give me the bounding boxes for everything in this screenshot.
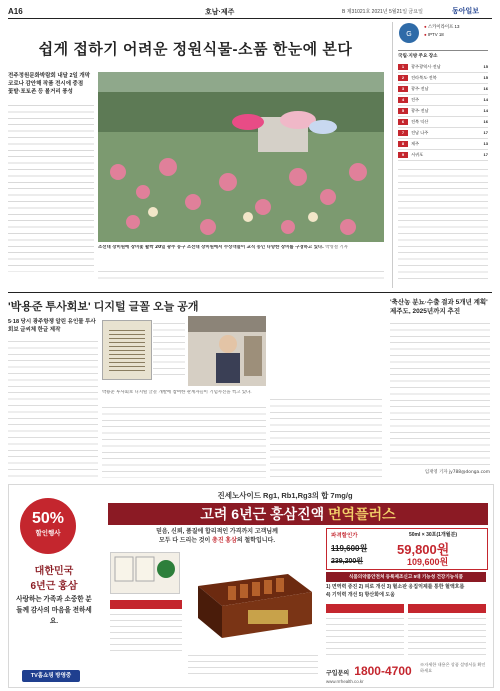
garden-illustration [98, 72, 384, 242]
function-item: 2) 피로 개선 [358, 584, 386, 590]
discount-badge: 50% 할인행사 [20, 498, 76, 554]
top-subheads [8, 72, 94, 96]
subhead: 코로나 감안해 작품 전시에 중점 [8, 81, 84, 87]
function-item: 3) 혈소판 응집억제를 통한 혈액흐름 [386, 584, 465, 590]
sidebar-logo-icon [398, 22, 420, 44]
info-box-header [326, 604, 404, 613]
sidebar-row: 9 서귀포 17 [398, 150, 488, 161]
sidebar-row: 8 제주 13 [398, 139, 488, 150]
info-box-body [110, 611, 182, 655]
info-box-body [326, 615, 404, 655]
ad-note: ※자세한 내용은 상품 설명서를 확인하세요 [420, 662, 486, 673]
page-number: A16 [8, 7, 23, 16]
third-headline: '축산농 분뇨·수출 결과 5개년 계획' 제주도, 2025년까지 추진 [390, 299, 488, 315]
info-box-body [408, 615, 486, 655]
document-image [102, 320, 152, 380]
person-photo [188, 316, 266, 386]
sidebar-row: 6 전북 익산 16 [398, 117, 488, 128]
function-item: 1) 면역력 증진 [326, 584, 358, 590]
top-headline: 쉽게 접하기 어려운 정원식물-소품 한눈에 본다 [38, 41, 353, 58]
newspaper-logo: 동아일보 [452, 7, 480, 15]
subhead: 전주정원문화박람회 내달 2일 개막 [8, 73, 91, 79]
sidebar-row: 5 광주·전남 14 [398, 106, 488, 117]
sidebar-row: 1 광주광역시·전남 15 [398, 62, 488, 73]
price-box: 파격할인가 119,600원 50ml × 30포(1개월분) 59,800원 239,200원 109,600원 [326, 528, 488, 570]
second-subhead: 5·18 당시 광주항쟁 알린 유인물 투사회보 글씨체 한글 제작 [8, 319, 96, 333]
sidebar-body [398, 166, 488, 284]
order-info: 구입문의 1800-4700 www.rrrhealth.co.kr [326, 664, 412, 684]
sidebar-rule [398, 50, 488, 51]
article-body [8, 102, 94, 272]
sidebar-row: 7 전남 나주 17 [398, 128, 488, 139]
tv-shopping-badge: TV홈쇼핑 방영중 [22, 670, 80, 682]
ad-top-line: 진세노사이드 Rg1, Rb1,Rg3의 합 7mg/g [217, 491, 353, 500]
article-body-2 [98, 268, 384, 282]
info-box-header [110, 600, 182, 609]
document-caption [153, 320, 185, 378]
ad-left-title: 대한민국 6년근 홍삼 [30, 566, 78, 592]
sidebar-row: 4 전주 14 [398, 95, 488, 106]
second-photo-caption: 박용준 투사회보 디지털 글꼴 개발에 참여한 관계자들이 기념사진을 찍고 있다. [102, 390, 252, 395]
ad-trust-line: 믿음, 신뢰, 품질에 합리적인 가격까지 고객님께 모두 다 드리는 것이 총진 홍삼의 철학입니다. [156, 529, 278, 544]
photo-caption: 조선대 장미원에 장미꽃 활짝 20일 광주 동구 조선대 장미원에서 수상객들이 교직 동인 다양한 장미를 구경하고 있다. 박영철 기자 [98, 245, 348, 250]
sidebar-channels: ● 스카이라이프 13 ● IPTV 18 [424, 24, 460, 37]
third-byline: 임재영 기자 jy788@donga.com [424, 470, 490, 475]
ad-left-copy: 사랑하는 가족과 소중한 분들께 감사의 마음을 전하세요. [16, 596, 92, 625]
function-item: 4) 기억력 개선 [326, 591, 358, 598]
third-body [390, 320, 490, 468]
sidebar-row: 2 전라북도·전북 15 [398, 73, 488, 84]
second-headline: '박용준 투사회보' 디지털 글꼴 오늘 공개 [8, 301, 199, 313]
subhead: 꽃밭·포토존 등 볼거리 풍성 [8, 89, 73, 95]
section-name: 호남·제주 [205, 9, 235, 16]
info-box-header [408, 604, 486, 613]
function-item: 5) 항산화에 도움 [358, 591, 395, 598]
svg-text:G: G [406, 31, 412, 38]
sidebar-table-title: 국립·지방 주요 장소 [398, 53, 438, 58]
function-list [326, 584, 486, 599]
ad-fine-print [188, 652, 318, 676]
second-body-3 [270, 396, 382, 478]
issue-date: B 제31021호 2021년 5월21일 금요일 [342, 9, 423, 15]
second-body-2 [102, 404, 266, 478]
function-title: 식품의약품안전처 등록제조신고 5대 기능성 건강기능식품 [326, 572, 486, 582]
header-rule [8, 18, 492, 19]
certificate-images [110, 552, 180, 594]
second-body [8, 338, 98, 478]
ad-main-title: 고려 6년근 홍삼진액 면역플러스 [108, 503, 488, 525]
garden-photo [98, 72, 384, 242]
product-image [188, 556, 318, 648]
sidebar-row: 3 광주·전남 16 [398, 84, 488, 95]
section-rule [8, 292, 492, 293]
order-phone[interactable]: 1800-4700 [354, 664, 412, 678]
